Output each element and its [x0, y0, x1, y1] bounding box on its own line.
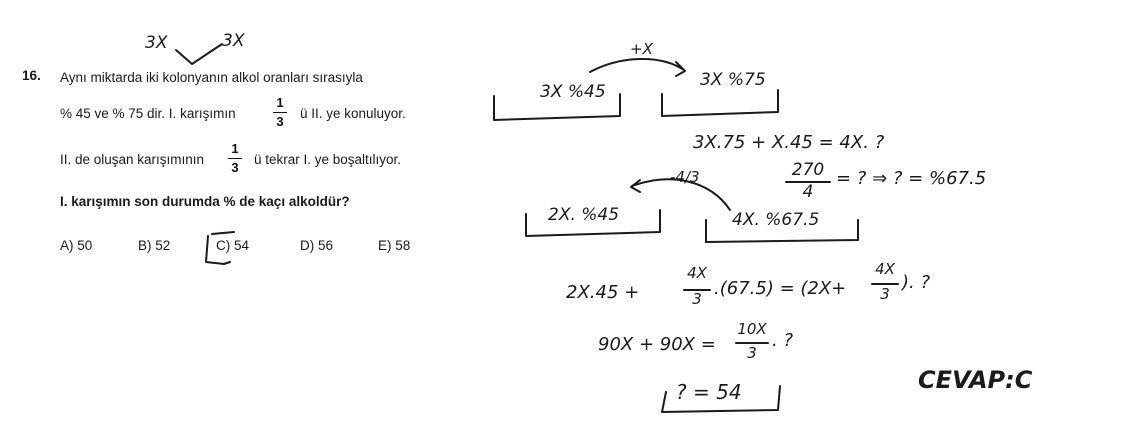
hw-eq2-rest: = ? ⇒ ? = %67.5: [836, 168, 987, 189]
question-line-2a: % 45 ve % 75 dir. I. karışımın: [60, 106, 236, 121]
hw-eq4-b: . ?: [772, 330, 793, 351]
hw-plus-x: +X: [630, 40, 653, 58]
hw-eq2-den: 4: [802, 182, 814, 202]
hw-eq3-frac2-num: 4X: [875, 260, 895, 278]
option-b[interactable]: B) 52: [138, 238, 171, 253]
hw-answer: ? = 54: [676, 380, 742, 404]
hw-top-3x-left: 3X: [145, 33, 168, 53]
hw-top-3x-right: 3X: [222, 31, 245, 51]
question-line-4: I. karışımın son durumda % de kaçı alkoldür?: [60, 194, 350, 209]
fraction-denominator: 3: [231, 160, 239, 175]
question-line-1: Aynı miktarda iki kolonyanın alkol oranları sırasıyla: [60, 70, 363, 85]
fraction-numerator: 1: [231, 141, 239, 156]
hw-arrow-up: [590, 59, 684, 72]
fraction-denominator: 3: [276, 114, 284, 129]
hw-eq3-a: 2X.45 +: [566, 282, 640, 303]
hw-eq4-frac-num: 10X: [737, 320, 767, 338]
hw-result: CEVAP:C: [918, 366, 1033, 394]
hw-eq3-b: .(67.5) = (2X+: [714, 278, 847, 299]
hw-check-v: [176, 44, 222, 64]
option-c[interactable]: C) 54: [216, 238, 250, 253]
option-d[interactable]: D) 56: [300, 238, 334, 253]
question-line-2b: ü II. ye konuluyor.: [300, 106, 406, 121]
hw-minus-four-thirds: -4/3: [670, 168, 700, 186]
question-line-3a: II. de oluşan karışımının: [60, 152, 205, 167]
hw-eq3-c: ). ?: [902, 272, 931, 293]
hw-eq1: 3X.75 + X.45 = 4X. ?: [693, 132, 885, 153]
fraction-one-third-2: [228, 142, 242, 175]
hw-box2-bracket: [662, 90, 778, 116]
question-number: 16.: [22, 68, 41, 83]
fraction-one-third-1: [273, 96, 287, 129]
hw-eq4-a: 90X + 90X =: [598, 334, 716, 355]
hw-eq2-num: 270: [791, 160, 825, 180]
hw-eq3-frac-num: 4X: [687, 264, 707, 282]
question-line-3b: ü tekrar I. ye boşaltılıyor.: [254, 152, 402, 167]
option-a[interactable]: A) 50: [60, 238, 93, 253]
hw-box2: 3X %75: [700, 70, 766, 90]
option-e[interactable]: E) 58: [378, 238, 411, 253]
hw-eq3-frac-den: 3: [692, 290, 702, 308]
fraction-numerator: 1: [276, 95, 284, 110]
hw-eq3-frac2-den: 3: [880, 285, 890, 303]
hw-box3: 2X. %45: [548, 205, 620, 225]
hw-box4: 4X. %67.5: [732, 210, 820, 230]
hw-eq4-frac-den: 3: [747, 344, 757, 362]
hw-box1: 3X %45: [540, 82, 606, 102]
